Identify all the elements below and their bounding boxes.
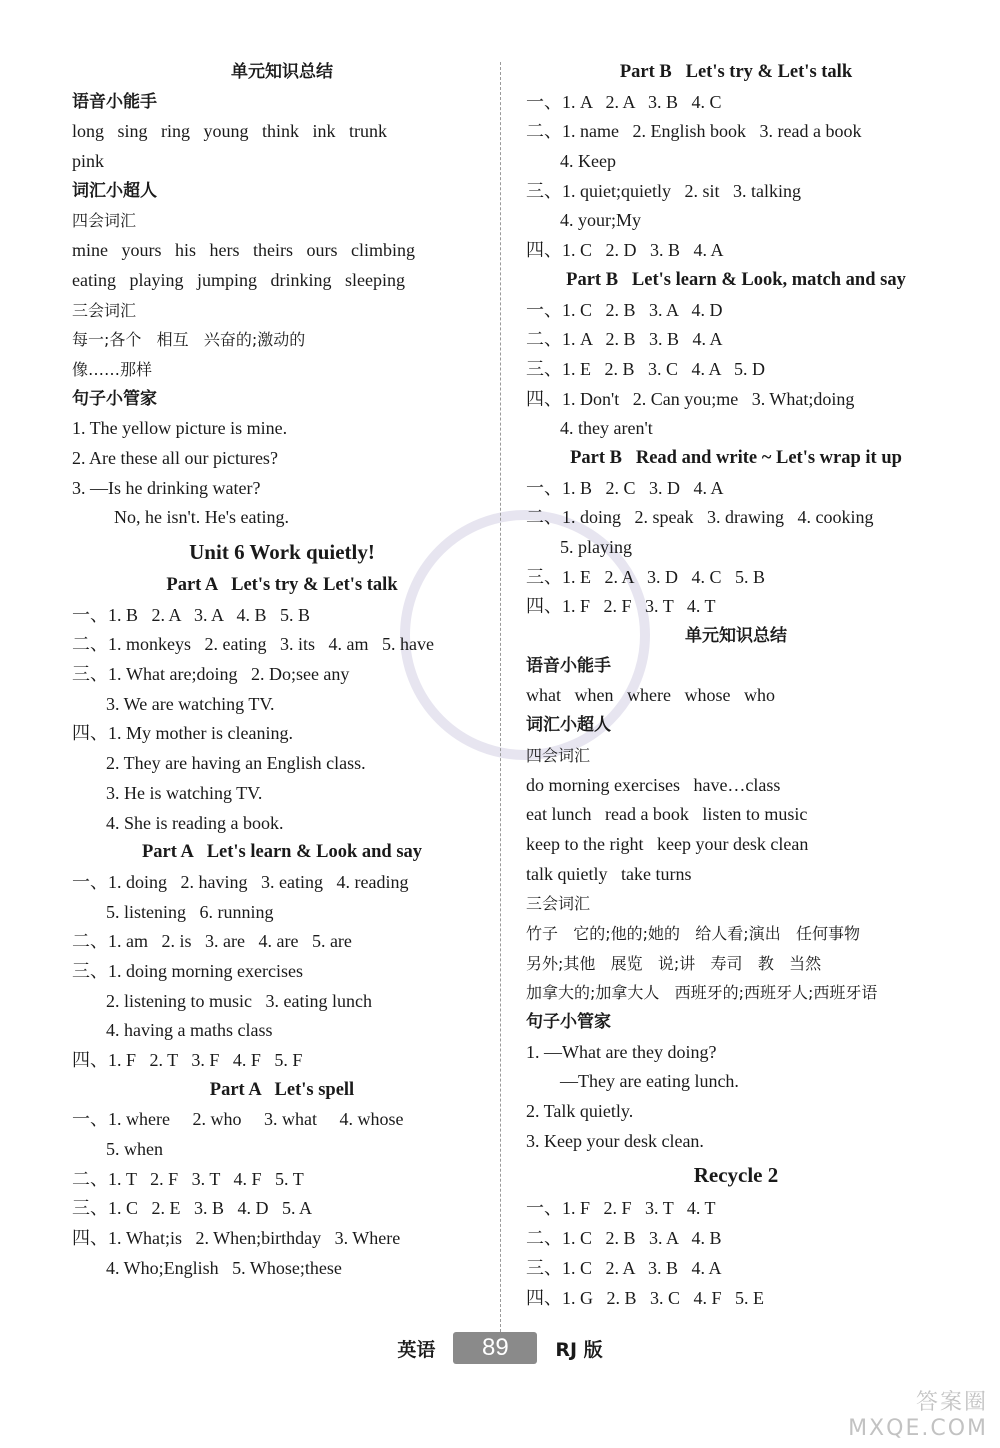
vocab-line: mine yours his hers theirs ours climbing [72, 240, 415, 261]
recycle-title: Recycle 2 [693, 1163, 779, 1188]
vocab-line: do morning exercises have…class [526, 774, 781, 795]
sentence-line: 3. —Is he drinking water? [72, 477, 261, 498]
answer-line: 三、1. E 2. A 3. D 4. C 5. B [526, 566, 766, 587]
section-heading: Part B Let's learn & Look, match and say [566, 269, 906, 290]
answer-line: 5. listening 6. running [106, 901, 274, 922]
answer-line: 三、1. What are;doing 2. Do;see any [72, 664, 350, 685]
vocab-heading: 词汇小超人 [72, 180, 157, 201]
vocab-line: 另外;其他 展览 说;讲 寿司 教 当然 [526, 953, 822, 973]
vocab-line: 像……那样 [72, 359, 153, 379]
answer-line: 一、1. doing 2. having 3. eating 4. reading [72, 871, 409, 892]
answer-line: 三、1. E 2. B 3. C 4. A 5. D [526, 358, 766, 379]
summary-title: 单元知识总结 [685, 626, 787, 647]
answer-line: 一、1. B 2. C 3. D 4. A [526, 477, 724, 498]
vocab-line: talk quietly take turns [526, 863, 692, 884]
unit-title: Unit 6 Work quietly! [189, 540, 375, 564]
watermark-line: MXQE.COM [848, 1416, 988, 1441]
answer-line: 2. They are having an English class. [106, 753, 366, 774]
column-divider [500, 62, 501, 1332]
watermark-line: 答案圈 [915, 1390, 988, 1415]
answer-line: 4. they aren't [560, 418, 653, 439]
vocab-line: 每一;各个 相互 兴奋的;激动的 [72, 330, 306, 350]
answer-line: 一、1. F 2. F 3. T 4. T [526, 1198, 716, 1219]
answer-line: 4. having a maths class [106, 1020, 273, 1041]
answer-line: 3. He is watching TV. [106, 782, 263, 803]
answer-line: 一、1. where 2. who 3. what 4. whose [72, 1109, 404, 1130]
page-footer [0, 1332, 1000, 1368]
answer-line: 4. She is reading a book. [106, 812, 284, 833]
answer-line: 三、1. C 2. A 3. B 4. A [526, 1257, 722, 1278]
answer-line: 三、1. doing morning exercises [72, 960, 303, 981]
sentence-line: —They are eating lunch. [560, 1071, 739, 1092]
section-heading: Part A Let's spell [209, 1079, 355, 1100]
sentence-line: 2. Are these all our pictures? [72, 447, 278, 468]
answer-line: 四、1. Don't 2. Can you;me 3. What;doing [526, 388, 855, 409]
answer-line: 4. your;My [560, 210, 641, 231]
phonics-line: what when where whose who [526, 685, 775, 706]
answer-line: 3. We are watching TV. [106, 693, 275, 714]
sentence-line: 1. The yellow picture is mine. [72, 418, 288, 439]
section-heading: Part A Let's learn & Look and say [141, 842, 423, 863]
vocab4-label: 四会词汇 [526, 745, 591, 765]
sentence-heading: 句子小管家 [526, 1012, 611, 1032]
section-heading: Part B Read and write ~ Let's wrap it up [570, 447, 902, 468]
answer-line: 四、1. C 2. D 3. B 4. A [526, 240, 724, 261]
vocab-line: 加拿大的;加拿大人 西班牙的;西班牙人;西班牙语 [526, 983, 878, 1003]
phonics-line: pink [72, 151, 105, 172]
vocab-heading: 词汇小超人 [526, 715, 611, 736]
sentence-line: No, he isn't. He's eating. [114, 507, 289, 528]
sentence-heading: 句子小管家 [72, 388, 157, 409]
footer-subject: 英语 [397, 1338, 436, 1361]
vocab3-label: 三会词汇 [72, 300, 137, 320]
answer-line: 二、1. T 2. F 3. T 4. F 5. T [72, 1168, 304, 1189]
watermark [848, 1390, 988, 1442]
answer-line: 四、1. F 2. F 3. T 4. T [526, 596, 716, 617]
phonics-heading: 语音小能手 [72, 91, 157, 112]
phonics-line: long sing ring young think ink trunk [72, 121, 387, 142]
right-column [526, 58, 946, 1313]
answer-line: 5. when [106, 1139, 163, 1160]
answer-line: 一、1. A 2. A 3. B 4. C [526, 91, 722, 112]
answer-line: 二、1. A 2. B 3. B 4. A [526, 329, 723, 350]
vocab3-label: 三会词汇 [526, 894, 591, 914]
answer-line: 四、1. F 2. T 3. F 4. F 5. F [72, 1050, 303, 1070]
footer-edition: RJ 版 [555, 1338, 603, 1361]
vocab-line: 竹子 它的;他的;她的 给人看;演出 任何事物 [526, 923, 860, 943]
answer-line: 4. Who;English 5. Whose;these [106, 1257, 342, 1278]
section-heading: Part A Let's try & Let's talk [166, 575, 398, 595]
sentence-line: 2. Talk quietly. [526, 1101, 634, 1122]
answer-line: 三、1. C 2. E 3. B 4. D 5. A [72, 1198, 313, 1219]
vocab-line: keep to the right keep your desk clean [526, 833, 809, 854]
vocab-line: eat lunch read a book listen to music [526, 804, 808, 825]
phonics-heading: 语音小能手 [526, 655, 611, 676]
answer-line: 二、1. doing 2. speak 3. drawing 4. cooking [526, 507, 874, 528]
page-number: 89 [453, 1332, 537, 1364]
answer-line: 二、1. monkeys 2. eating 3. its 4. am 5. have [72, 634, 434, 655]
sentence-line: 1. —What are they doing? [526, 1041, 717, 1062]
answer-line: 二、1. am 2. is 3. are 4. are 5. are [72, 931, 352, 952]
answer-line: 二、1. C 2. B 3. A 4. B [526, 1228, 722, 1249]
sentence-line: 3. Keep your desk clean. [526, 1130, 704, 1151]
answer-line: 三、1. quiet;quietly 2. sit 3. talking [526, 180, 801, 201]
answer-line: 一、1. B 2. A 3. A 4. B 5. B [72, 604, 311, 625]
answer-line: 4. Keep [560, 151, 616, 172]
answer-line: 5. playing [560, 537, 632, 557]
answer-line: 一、1. C 2. B 3. A 4. D [526, 299, 723, 320]
vocab4-label: 四会词汇 [72, 211, 137, 231]
answer-line: 二、1. name 2. English book 3. read a book [526, 121, 862, 142]
answer-line: 四、1. My mother is cleaning. [72, 723, 293, 744]
answer-line: 2. listening to music 3. eating lunch [106, 990, 372, 1011]
answer-line: 四、1. G 2. B 3. C 4. F 5. E [526, 1287, 765, 1308]
vocab-line: eating playing jumping drinking sleeping [72, 269, 405, 290]
answer-line: 四、1. What;is 2. When;birthday 3. Where [72, 1228, 401, 1249]
section-heading: Part B Let's try & Let's talk [619, 62, 853, 82]
summary-title: 单元知识总结 [231, 62, 333, 82]
left-column [72, 58, 492, 1284]
